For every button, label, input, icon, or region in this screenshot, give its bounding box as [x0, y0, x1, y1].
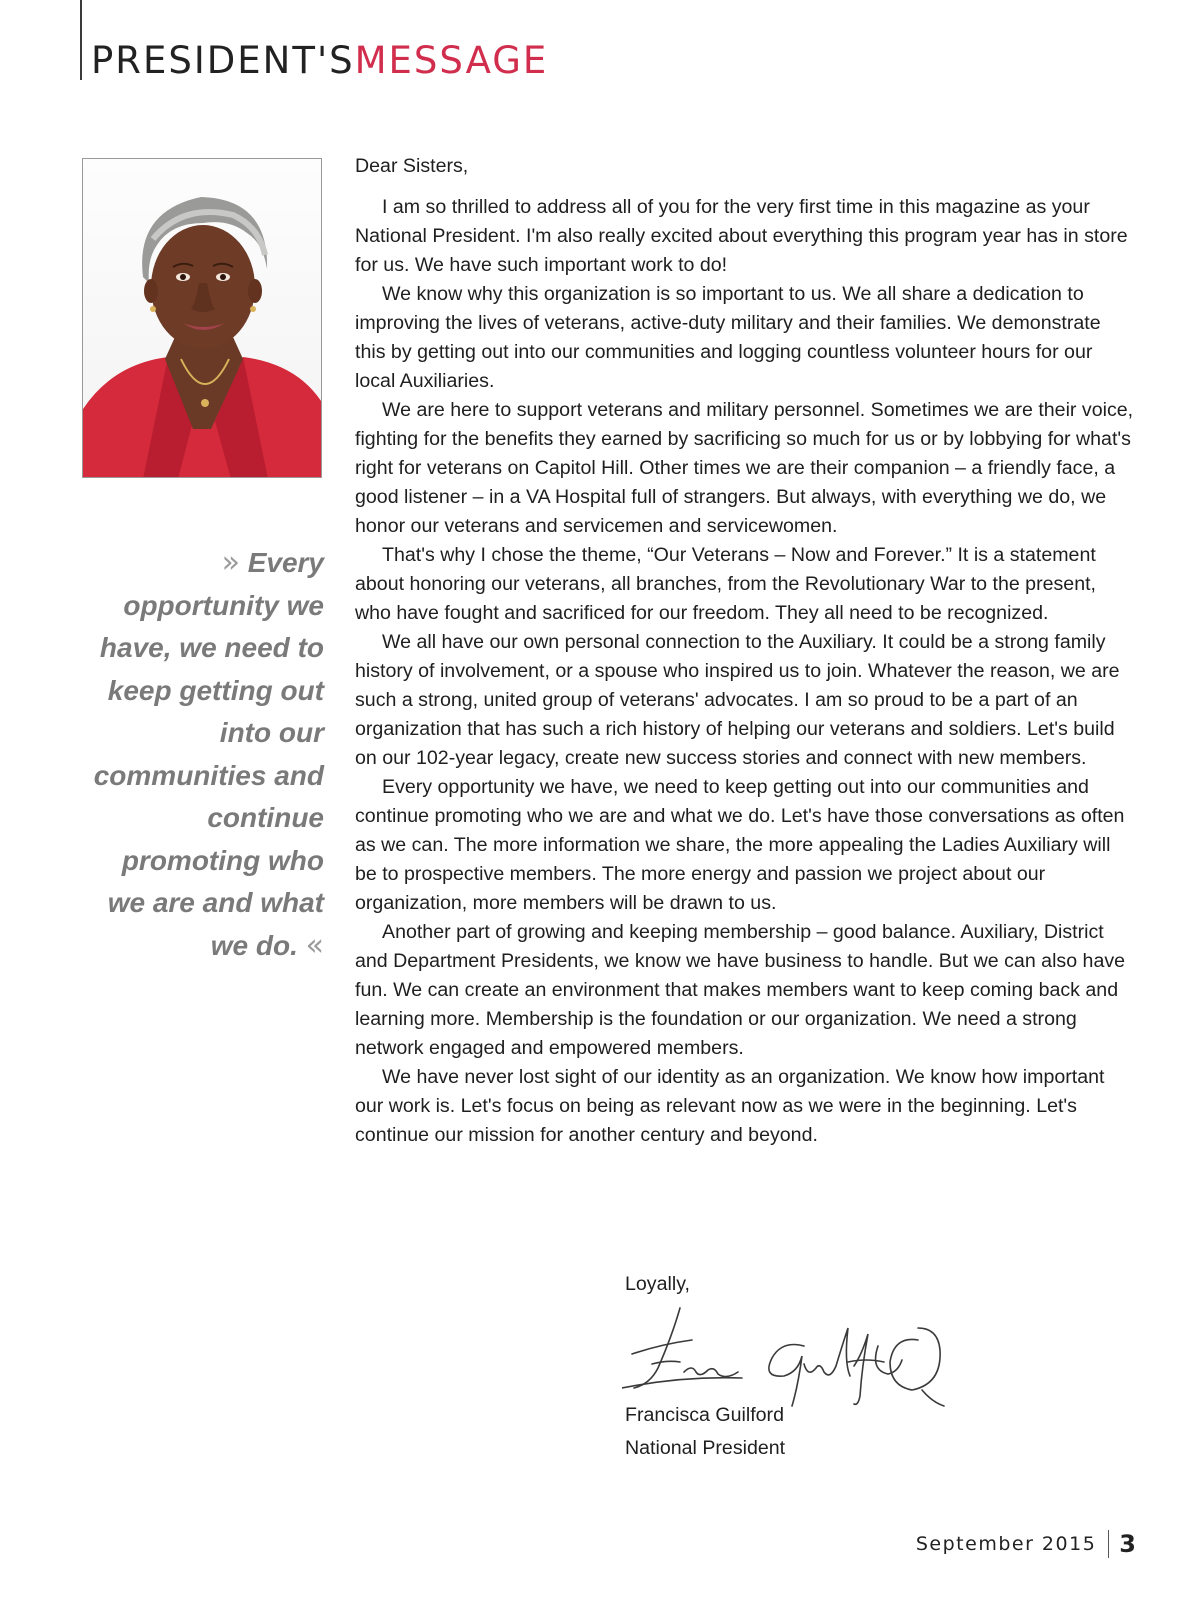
letter-paragraph: Every opportunity we have, we need to keep getting out into our communities and continue promoting who we are and what we do. Let's have those conversations as often as we can. The more information we share, the more appealing the Ladies Auxiliary will be to prospective members. The more energy and passion we project about our organization, more members will be drawn to us.: [355, 776, 1125, 914]
letter-paragraph: Another part of growing and keeping membership – good balance. Auxiliary, District and Department Presidents, we know we have business to handle. But we can also have fun. We can create an environment that makes members want to keep coming back and learning more. Membership is the foundation or our organization. We need a strong network engaged and empowered members.: [355, 921, 1126, 1059]
page-title: [91, 39, 549, 82]
signature-block: [625, 1399, 785, 1465]
president-portrait: [82, 158, 322, 478]
page-title-part1: PRESIDENT'S: [91, 39, 355, 82]
salutation: Dear Sisters,: [355, 155, 469, 177]
signer-title: National President: [625, 1437, 786, 1459]
pull-quote-text: Every opportunity we have, we need to keep getting out into our communities and continue promoting who we are and what we do.: [93, 547, 324, 961]
footer-divider: [1108, 1530, 1109, 1558]
signer-name: Francisca Guilford: [625, 1404, 784, 1426]
quote-close-icon: «: [305, 927, 324, 963]
page-title-part2: MESSAGE: [354, 39, 549, 82]
letter-body: [355, 152, 1135, 1150]
pull-quote: [80, 542, 324, 967]
letter-paragraph: We are here to support veterans and military personnel. Sometimes we are their voice, fighting for the benefits they earned by sacrificing so much for us or by lobbying for what's right for veterans on Capitol Hill. Other times we are their companion – a friendly face, a good listener – in a VA Hospital full of strangers. But always, with everything we do, we honor our veterans and servicemen and servicewomen.: [355, 399, 1134, 537]
portrait-illustration: [83, 159, 322, 478]
issue-date: September 2015: [915, 1533, 1097, 1555]
letter-paragraph: That's why I chose the theme, “Our Veterans – Now and Forever.” It is a statement about honoring our veterans, all branches, from the Revolutionary War to the present, who have fought and sacrificed for our freedom. They all need to be recognized.: [355, 544, 1096, 624]
handwritten-signature: [622, 1306, 962, 1411]
page-footer: [916, 1530, 1136, 1558]
letter-paragraph: We all have our own personal connection to the Auxiliary. It could be a strong family history of involvement, or a spouse who inspired us to join. Whatever the reason, we are such a strong, united group of veterans' advocates. I am so proud to be a part of an organization that has such a rich history of helping our veterans and soldiers. Let's build on our 102-year legacy, create new success stories and connect with new members.: [355, 631, 1120, 769]
letter-paragraph: We have never lost sight of our identity as an organization. We know how important our work is. Let's focus on being as relevant now as we were in the beginning. Let's continue our mission for another century and beyond.: [355, 1066, 1105, 1146]
closing: Loyally,: [625, 1273, 690, 1295]
quote-open-icon: »: [221, 545, 240, 580]
letter-paragraph: I am so thrilled to address all of you for the very first time in this magazine as your National President. I'm also really excited about everything this program year has in store for us. We have such important work to do!: [355, 196, 1128, 276]
page-number: 3: [1119, 1530, 1136, 1558]
letter-paragraph: We know why this organization is so important to us. We all share a dedication to improving the lives of veterans, active-duty military and their families. We demonstrate this by getting out into our communities and logging countless volunteer hours for our local Auxiliaries.: [355, 283, 1101, 392]
header-rule: [80, 0, 82, 80]
